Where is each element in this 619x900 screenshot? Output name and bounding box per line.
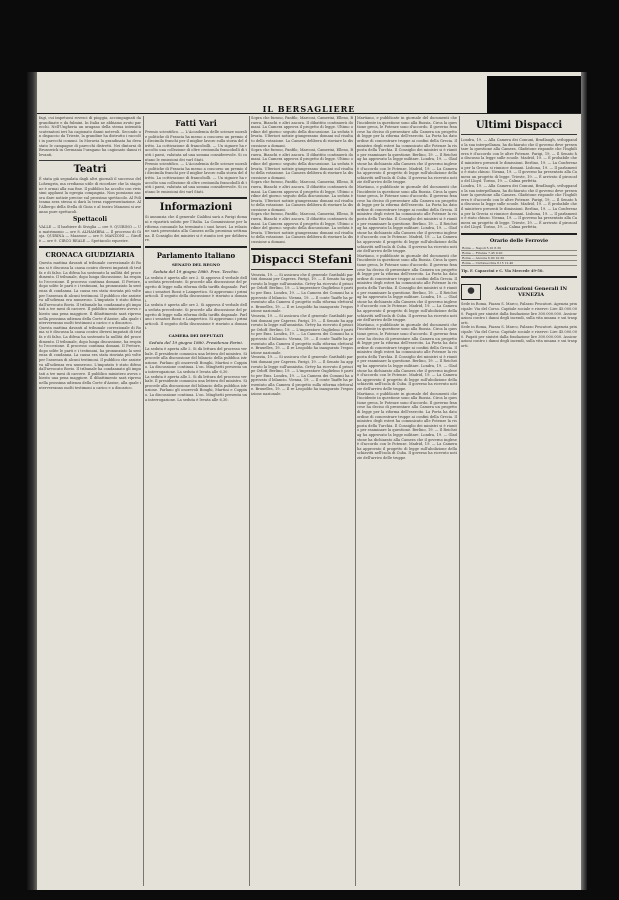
dispacci-text: Venezia, 19. — Si assicura che il generale Garibaldi partirà domani per Caprera. Parigi, 19. — Il Senato ha approvato la legge sull'amnistia. Grévy ha ricevuto il principe Orloff. Berlino, 19. — L'imperatore Guglielmo è partito per Ems. Londra, 19. — La Camera dei Comuni ha approvato il bilancio. Vienna, 19. — Il conte Taaffe ha presentato alla Camera il progetto sulla riforma elettorale. Bruxelles, 19. — Il re Leopoldo ha inaugurato l'esposizione nazionale. [251, 355, 353, 397]
column-3-text: Sopra che furono, Panfilo, Marconi, Camerini, Elleno, Bruera, Bianchi e altri ancora. Il dibattito continuerà domani. La Camera approva il progetto di legge. Ultimo ordine del giorno: seguito della discussione. La seduta è levata. Ulteriori notizie giungeranno domani sul risultato della votazione. La Camera delibera di rinviare la discussione a domani. [251, 116, 353, 148]
column-1 [39, 116, 141, 886]
column-4-text: Martiano, e pubblicate in giornale del documenti che l'incidente in questione sono alla Russia. Circa la questione greca, le Potenze sono d'accordo. Il governo francese ha deciso di presentare alla Camera un progetto di legge per la riforma dell'esercito. La Porta ha dato ordine di concentrare truppe ai confini della Grecia. Il ministro degli esteri ha comunicato alle Potenze la risposta della Turchia. Il Consiglio dei ministri si è riunito per esaminare la questione. Berlino, 19. — Il Reichstag ha approvato la legge militare. Londra, 19. — Gladstone ha dichiarato alla Camera che il governo inglese è d'accordo con le Potenze. Madrid, 19. — La Camera ha approvato il progetto di legge sull'abolizione della schiavitù nell'isola di Cuba. Il governo ha ricevuto notizie dell'arrivo delle truppe. [357, 322, 457, 392]
cronaca-text: Questa mattina davanti al tribunale correzionale di Roma si è discussa la causa contro diversi imputati di truffa e di falso. La difesa ha sostenuto la nullità del procedimento. Il tribunale, dopo lunga discussione, ha respinto l'eccezione. Il processo continua domani. Il Pretore, dopo udite le parti e i testimoni, ha pronunziato la sentenza di condanna. La causa era stata rinviata più volte per l'assenza di alcuni testimoni. Il pubblico che assisteva all'udienza era numeroso. L'imputato è stato difeso dall'avvocato Bovio. Il tribunale ha condannato gli imputati a tre mesi di carcere. Il pubblico ministero aveva chiesto una pena maggiore. Il dibattimento sarà ripreso nella prossima udienza della Corte d'Assise, alla quale interverranno molti testimoni a carico e a discarico. [39, 261, 141, 326]
divider [461, 134, 577, 135]
section-title-cronaca: CRONACA GIUDIZIARIA [45, 251, 135, 260]
fatti-text: Premio scientifico. — L'Accademia delle scienze morali e politiche di Francia ha messo a concorso un premio di diecimila franchi per il miglior lavoro sulla storia del diritto. La cottivazione di francobolli. — Un signore ha raccolto una collezione di oltre centomila francobolli di tutti i paesi, valutata ad una somma considerevole. Si contano le emissioni dei varî Stati. [145, 130, 247, 162]
informazioni-text: Si annunzia che il generale Cialdini sarà a Parigi domani e ripartirà subito per l'Italia. La Commissione per la riforma comunale ha terminato i suoi lavori. La relazione sarà presentata alla Camera nella prossima settimana. Il Consiglio dei ministri si è riunito ieri per deliberare. [145, 215, 247, 243]
column-4-text: Martiano, e pubblicate in giornale del documenti che l'incidente in questione sono alla Russia. Circa la questione greca, le Potenze sono d'accordo. Il governo francese ha deciso di presentare alla Camera un progetto di legge per la riforma dell'esercito. La Porta ha dato ordine di concentrare truppe ai confini della Grecia. Il ministro degli esteri ha comunicato alle Potenze la risposta della Turchia. Il Consiglio dei ministri si è riunito per esaminare la questione. Berlino, 19. — Il Reichstag ha approvato la legge militare. Londra, 19. — Gladstone ha dichiarato alla Camera che il governo inglese è d'accordo con le Potenze. Madrid, 19. — La Camera ha approvato il progetto di legge sull'abolizione della schiavitù nell'isola di Cuba. Il governo ha ricevuto notizie dell'arrivo delle truppe. [357, 253, 457, 323]
parlamento-text: La seduta è aperta alle ore 2. Si approva il verbale della seduta precedente. Si procede alla discussione del progetto di legge sulla riforma della tariffa doganale. Parlano i senatori Rossi e Lampertico. Si approvano i primi articoli. Il seguito della discussione è rinviato a domani. [145, 303, 247, 331]
printer-line: Tip. F. Capaccini e C. Via Mercede 49-50. [461, 268, 544, 273]
ultimi-text: Londra, 19. — Alla Camera dei Comuni, Bradlaugh, sviluppando la sua interpellanza, ha dichiarato che il governo deve presentare la questione alla Camera. Gladstone risponde che l'Inghilterra è d'accordo con le altre Potenze. Parigi, 19. — Il Senato ha discusso la legge sulle scuole. Madrid, 19. — È probabile che il ministero presenti le dimissioni. Berlino, 19. — La Conferenza per la Grecia si riunisce domani. Lisbona, 19. — Il parlamento è stato chiuso. Vienna, 19. — Il governo ha presentato alla Camera un progetto di legge. Trieste, 19. — È arrivato il piroscafo del Lloyd. Torino, 19. — Calma perfetta. [461, 138, 577, 184]
divider [461, 276, 577, 278]
parlamento-text: La seduta è aperta alle ore 2. Si approva il verbale della seduta precedente. Si procede alla discussione del progetto di legge sulla riforma della tariffa doganale. Parlano i senatori Rossi e Lampertico. Si approvano i primi articoli. Il seguito della discussione è rinviato a domani. [145, 275, 247, 303]
subsection-camera: CAMERA DEI DEPUTATI [168, 333, 224, 338]
divider [39, 160, 141, 161]
page-shadow-right [581, 72, 587, 890]
teatri-text: È stata già segnalata dagli altri giornali il successo del Lohengrin, ma crediamo utile di ricordare che la stagione è ormai alla sua fine. Il pubblico ha accolto con vivissimi applausi la egregia compagnia. Non possiamo ancora dare notizie precise sul prossimo spettacolo. Al Politeama sera stessa si darà la terza rappresentazione. All'Albergo della Stella di Gioia e al teatro Manzoni si avranno pure spettacoli. [39, 177, 141, 214]
column-5 [461, 116, 577, 886]
column-3 [251, 116, 353, 886]
dispacci-text: Venezia, 19. — Si assicura che il generale Garibaldi partirà domani per Caprera. Parigi, 19. — Il Senato ha approvato la legge sull'amnistia. Grévy ha ricevuto il principe Orloff. Berlino, 19. — L'imperatore Guglielmo è partito per Ems. Londra, 19. — La Camera dei Comuni ha approvato il bilancio. Vienna, 19. — Il conte Taaffe ha presentato alla Camera il progetto sulla riforma elettorale. Bruxelles, 19. — Il re Leopoldo ha inaugurato l'esposizione nazionale. [251, 313, 353, 355]
table-cell: Roma — Firenze 7.45 9.20 [461, 250, 577, 255]
column-separator [459, 116, 460, 886]
ultimi-text: Londra, 19. — Alla Camera dei Comuni, Bradlaugh, sviluppando la sua interpellanza, ha dichiarato che il governo deve presentare la questione alla Camera. Gladstone risponde che l'Inghilterra è d'accordo con le altre Potenze. Parigi, 19. — Il Senato ha discusso la legge sulle scuole. Madrid, 19. — È probabile che il ministero presenti le dimissioni. Berlino, 19. — La Conferenza per la Grecia si riunisce domani. Lisbona, 19. — Il parlamento è stato chiuso. Vienna, 19. — Il governo ha presentato alla Camera un progetto di legge. Trieste, 19. — È arrivato il piroscafo del Lloyd. Torino, 19. — Calma perfetta. [461, 183, 577, 230]
intro-text: fagi, cui impetuosi rovesci di pioggia, accompagnati da grandinate e da fulmini. In Italia ne abbiamo avuto parecchi. Nell'Ungheria un uragano della stessa intensità scatenatosi ieri ha cagionato danni notevoli. Secondo un dispaccio da Trieste, la grandine ha distrutto i raccolti in parecchi comuni. In Moravia la grandinata ha devastato le campagne di parecchi distretti. Nei dintorni di Brunswick in Germania l'uragano ha cagionato danni rilevanti. [39, 116, 141, 157]
divider [145, 197, 247, 199]
section-title-dispacci: Dispacci Stefani [251, 252, 353, 266]
dispacci-text: Venezia, 19. — Si assicura che il generale Garibaldi partirà domani per Caprera. Parigi, 19. — Il Senato ha approvato la legge sull'amnistia. Grévy ha ricevuto il principe Orloff. Berlino, 19. — L'imperatore Guglielmo è partito per Ems. Londra, 19. — La Camera dei Comuni ha approvato il bilancio. Vienna, 19. — Il conte Taaffe ha presentato alla Camera il progetto sulla riforma elettorale. Bruxelles, 19. — Il re Leopoldo ha inaugurato l'esposizione nazionale. [251, 272, 353, 314]
column-separator [143, 116, 144, 886]
table-row [461, 260, 577, 265]
column-3-text: Sopra che furono, Panfilo, Marconi, Camerini, Elleno, Bruera, Bianchi e altri ancora. Il dibattito continuerà domani. La Camera approva il progetto di legge. Ultimo ordine del giorno: seguito della discussione. La seduta è levata. Ulteriori notizie giungeranno domani sul risultato della votazione. La Camera delibera di rinviare la discussione a domani. [251, 148, 353, 180]
table-cell: Roma — Napoli 5.10 8.30 [461, 246, 577, 251]
table-cell: Roma — Civitavecchia 8.15 12.40 [461, 260, 577, 265]
spettacoli-list: VALLE — Il barbiere di Siviglia — ore 9. QUIRINO — Un matrimonio — ore 8. ALHAMBRA — Il processo di Gioja. QUIRINA — Mazzone — ore 9. MANZONI — Giroflè — ore 9. CIRCO REALE — Spettacolo equestre. [39, 225, 141, 243]
cronaca-text: Questa mattina davanti al tribunale correzionale di Roma si è discussa la causa contro diversi imputati di truffa e di falso. La difesa ha sostenuto la nullità del procedimento. Il tribunale, dopo lunga discussione, ha respinto l'eccezione. Il processo continua domani. Il Pretore, dopo udite le parti e i testimoni, ha pronunziato la sentenza di condanna. La causa era stata rinviata più volte per l'assenza di alcuni testimoni. Il pubblico che assisteva all'udienza era numeroso. L'imputato è stato difeso dall'avvocato Bovio. Il tribunale ha condannato gli imputati a tre mesi di carcere. Il pubblico ministero aveva chiesto una pena maggiore. Il dibattimento sarà ripreso nella prossima udienza della Corte d'Assise, alla quale interverranno molti testimoni a carico e a discarico. [39, 325, 141, 390]
section-title-ultimi: Ultimi Dispacci [475, 120, 563, 131]
section-title-teatri: Teatri [73, 164, 107, 176]
column-separator [249, 116, 250, 886]
section-title-fatti: Fatti Vari [175, 118, 217, 128]
assicurazioni-text: Sede in Roma, Piazza S. Marco, Palazzo Pescatori. Agenzia principale: Via del Corso. Capitale sociale e riserve: Lire 45.000.000. Pagati per sinistri dalla fondazione lire 300.000.000. Assicurazioni contro i danni degli incendi, sulla vita umana e sui trasporti. [461, 302, 577, 325]
masthead-title: IL BERSAGLIERE [262, 104, 356, 114]
assicurazioni-title: Assicurazioni Generali IN VENEZIA [495, 285, 568, 298]
assicurazioni-header [461, 281, 577, 300]
camera-text: La seduta è aperta alle 2. Si dà lettura del processo verbale. Il presidente comunica una lettera del ministro. Si procede alla discussione del bilancio della pubblica istruzione. Parlano gli onorevoli Bonghi, Martini e Coppino. La discussione continua. L'on. Minghetti presenta una interrogazione. La seduta è levata alle 6,30. [145, 374, 247, 402]
newspaper-page [27, 72, 587, 890]
divider [251, 248, 353, 250]
seduta-line: Seduta del 19 giugno 1880. Pres. Tecchio. [153, 268, 239, 274]
table-cell: Roma — Ancona 6.00 10.30 [461, 255, 577, 260]
page-shadow-left [27, 72, 37, 890]
column-3-text: Sopra che furono, Panfilo, Marconi, Camerini, Elleno, Bruera, Bianchi e altri ancora. Il dibattito continuerà domani. La Camera approva il progetto di legge. Ultimo ordine del giorno: seguito della discussione. La seduta è levata. Ulteriori notizie giungeranno domani sul risultato della votazione. La Camera delibera di rinviare la discussione a domani. [251, 180, 353, 212]
section-title-parlamento: Parlamento Italiano [156, 250, 236, 260]
assicurazioni-text: Sede in Roma, Piazza S. Marco, Palazzo Pescatori. Agenzia principale: Via del Corso. Capitale sociale e riserve: Lire 45.000.000. Pagati per sinistri dalla fondazione lire 300.000.000. Assicurazioni contro i danni degli incendi, sulla vita umana e sui trasporti. [461, 325, 577, 348]
column-3-text: Sopra che furono, Panfilo, Marconi, Camerini, Elleno, Bruera, Bianchi e altri ancora. Il dibattito continuerà domani. La Camera approva il progetto di legge. Ultimo ordine del giorno: seguito della discussione. La seduta è levata. Ulteriori notizie giungeranno domani sul risultato della votazione. La Camera delibera di rinviare la discussione a domani. [251, 212, 353, 245]
divider [145, 246, 247, 248]
column-4-text: Martiano, e pubblicate in giornale del documenti che l'incidente in questione sono alla Russia. Circa la questione greca, le Potenze sono d'accordo. Il governo francese ha deciso di presentare alla Camera un progetto di legge per la riforma dell'esercito. La Porta ha dato ordine di concentrare truppe ai confini della Grecia. Il ministro degli esteri ha comunicato alle Potenze la risposta della Turchia. Il Consiglio dei ministri si è riunito per esaminare la questione. Berlino, 19. — Il Reichstag ha approvato la legge militare. Londra, 19. — Gladstone ha dichiarato alla Camera che il governo inglese è d'accordo con le Potenze. Madrid, 19. — La Camera ha approvato il progetto di legge sull'abolizione della schiavitù nell'isola di Cuba. Il governo ha ricevuto notizie dell'arrivo delle truppe. [357, 391, 457, 460]
fatti-text: Premio scientifico. — L'Accademia delle scienze morali e politiche di Francia ha messo a concorso un premio di diecimila franchi per il miglior lavoro sulla storia del diritto. La cottivazione di francobolli. — Un signore ha raccolto una collezione di oltre centomila francobolli di tutti i paesi, valutata ad una somma considerevole. Si contano le emissioni dei varî Stati. [145, 162, 247, 194]
column-4-text: Martiano, e pubblicate in giornale del documenti che l'incidente in questione sono alla Russia. Circa la questione greca, le Potenze sono d'accordo. Il governo francese ha deciso di presentare alla Camera un progetto di legge per la riforma dell'esercito. La Porta ha dato ordine di concentrare truppe ai confini della Grecia. Il ministro degli esteri ha comunicato alle Potenze la risposta della Turchia. Il Consiglio dei ministri si è riunito per esaminare la questione. Berlino, 19. — Il Reichstag ha approvato la legge militare. Londra, 19. — Gladstone ha dichiarato alla Camera che il governo inglese è d'accordo con le Potenze. Madrid, 19. — La Camera ha approvato il progetto di legge sull'abolizione della schiavitù nell'isola di Cuba. Il governo ha ricevuto notizie dell'arrivo delle truppe. [357, 184, 457, 254]
seduta-line: Seduta del 19 giugno 1880. Presidenza Farini. [148, 340, 244, 345]
column-4-text: Martiano, e pubblicate in giornale del documenti che l'incidente in questione sono alla Russia. Circa la questione greca, le Potenze sono d'accordo. Il governo francese ha deciso di presentare alla Camera un progetto di legge per la riforma dell'esercito. La Porta ha dato ordine di concentrare truppe ai confini della Grecia. Il ministro degli esteri ha comunicato alle Potenze la risposta della Turchia. Il Consiglio dei ministri si è riunito per esaminare la questione. Berlino, 19. — Il Reichstag ha approvato la legge militare. Londra, 19. — Gladstone ha dichiarato alla Camera che il governo inglese è d'accordo con le Potenze. Madrid, 19. — La Camera ha approvato il progetto di legge sull'abolizione della schiavitù nell'isola di Cuba. Il governo ha ricevuto notizie dell'arrivo delle truppe. [357, 116, 457, 185]
divider [39, 246, 141, 248]
column-4 [357, 116, 457, 886]
lion-emblem-icon [461, 284, 481, 300]
column-2 [145, 116, 247, 886]
train-timetable [461, 246, 577, 266]
subsection-senato: SENATO DEL REGNO [172, 261, 220, 267]
camera-text: La seduta è aperta alle 2. Si dà lettura del processo verbale. Il presidente comunica una lettera del ministro. Si procede alla discussione del bilancio della pubblica istruzione. Parlano gli onorevoli Bonghi, Martini e Coppino. La discussione continua. L'on. Minghetti presenta una interrogazione. La seduta è levata alle 6,30. [145, 347, 247, 374]
divider [251, 269, 353, 270]
masthead-rule [37, 113, 581, 114]
divider [461, 233, 577, 235]
section-title-spettacoli: Spettacoli [73, 216, 107, 224]
section-title-orario: Orario delle Ferrovie [489, 237, 549, 244]
column-separator [355, 116, 356, 886]
section-title-informazioni: Informazioni [159, 202, 233, 214]
